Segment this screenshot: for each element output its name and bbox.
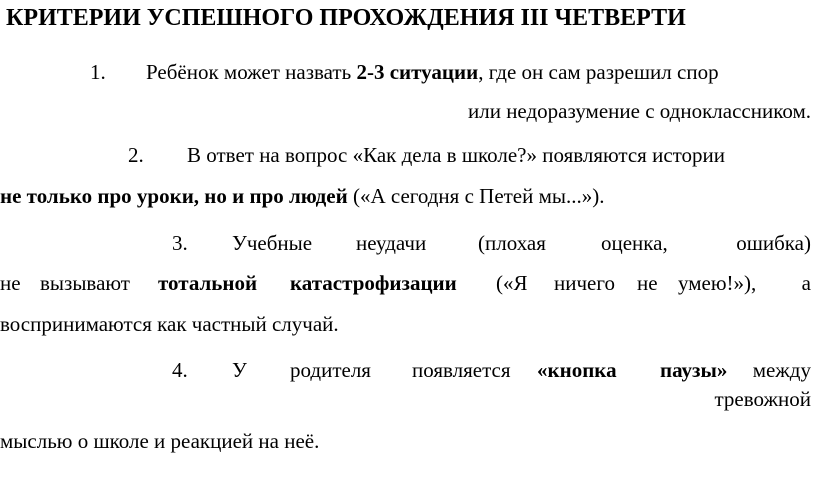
item-3-word: а [801, 271, 811, 295]
item-4-number: 4. [172, 358, 188, 382]
item-3-word: не [637, 271, 658, 295]
item-4-bold-word: паузы» [660, 358, 728, 382]
item-3-word: умею!»), [678, 271, 757, 295]
item-3-word: Учебные [232, 231, 313, 255]
item-2-line-2 [0, 186, 605, 207]
item-3-word: (плохая [478, 231, 546, 255]
item-3-word: ошибка) [736, 231, 811, 255]
item-3-word: («Я [496, 271, 528, 295]
item-2-number: 2. [128, 143, 144, 167]
item-3-bold-word: катастрофизации [290, 271, 457, 295]
item-2-bold-text: не только про уроки, но и про людей [0, 184, 348, 208]
item-3-line-3: воспринимаются как частный случай. [0, 312, 339, 336]
item-1-number: 1. [90, 60, 106, 84]
item-4-word: родителя [290, 358, 371, 382]
item-1-text-before: Ребёнок может назвать [146, 60, 357, 84]
page-title: КРИТЕРИИ УСПЕШНОГО ПРОХОЖДЕНИЯ III ЧЕТВЕРТИ [6, 5, 686, 31]
item-3-word: не [0, 271, 21, 295]
item-3-word: оценка, [601, 231, 668, 255]
item-3-word: неудачи [356, 231, 427, 255]
item-4-bold-word: «кнопка [537, 358, 617, 382]
item-1-text-after: , где он сам разрешил спор [478, 60, 719, 84]
item-4-word: появляется [412, 358, 511, 382]
item-1-line-1 [146, 62, 719, 83]
item-4-word: между [752, 358, 811, 382]
item-4-line-2: тревожной [714, 387, 811, 411]
item-1-line-2: или недоразумение с одноклассником. [467, 99, 811, 123]
item-2-line-1: В ответ на вопрос «Как дела в школе?» появляются истории [187, 143, 726, 167]
item-2-text-after: («А сегодня с Петей мы...»). [347, 184, 605, 208]
item-1-bold-text: 2-3 ситуации [356, 60, 479, 84]
item-3-word: ничего [554, 271, 615, 295]
item-4-line-3: мыслью о школе и реакцией на неё. [0, 429, 320, 453]
item-4-word: У [232, 358, 247, 382]
item-3-word: вызывают [40, 271, 130, 295]
item-3-number: 3. [172, 231, 188, 255]
item-3-bold-word: тотальной [158, 271, 258, 295]
